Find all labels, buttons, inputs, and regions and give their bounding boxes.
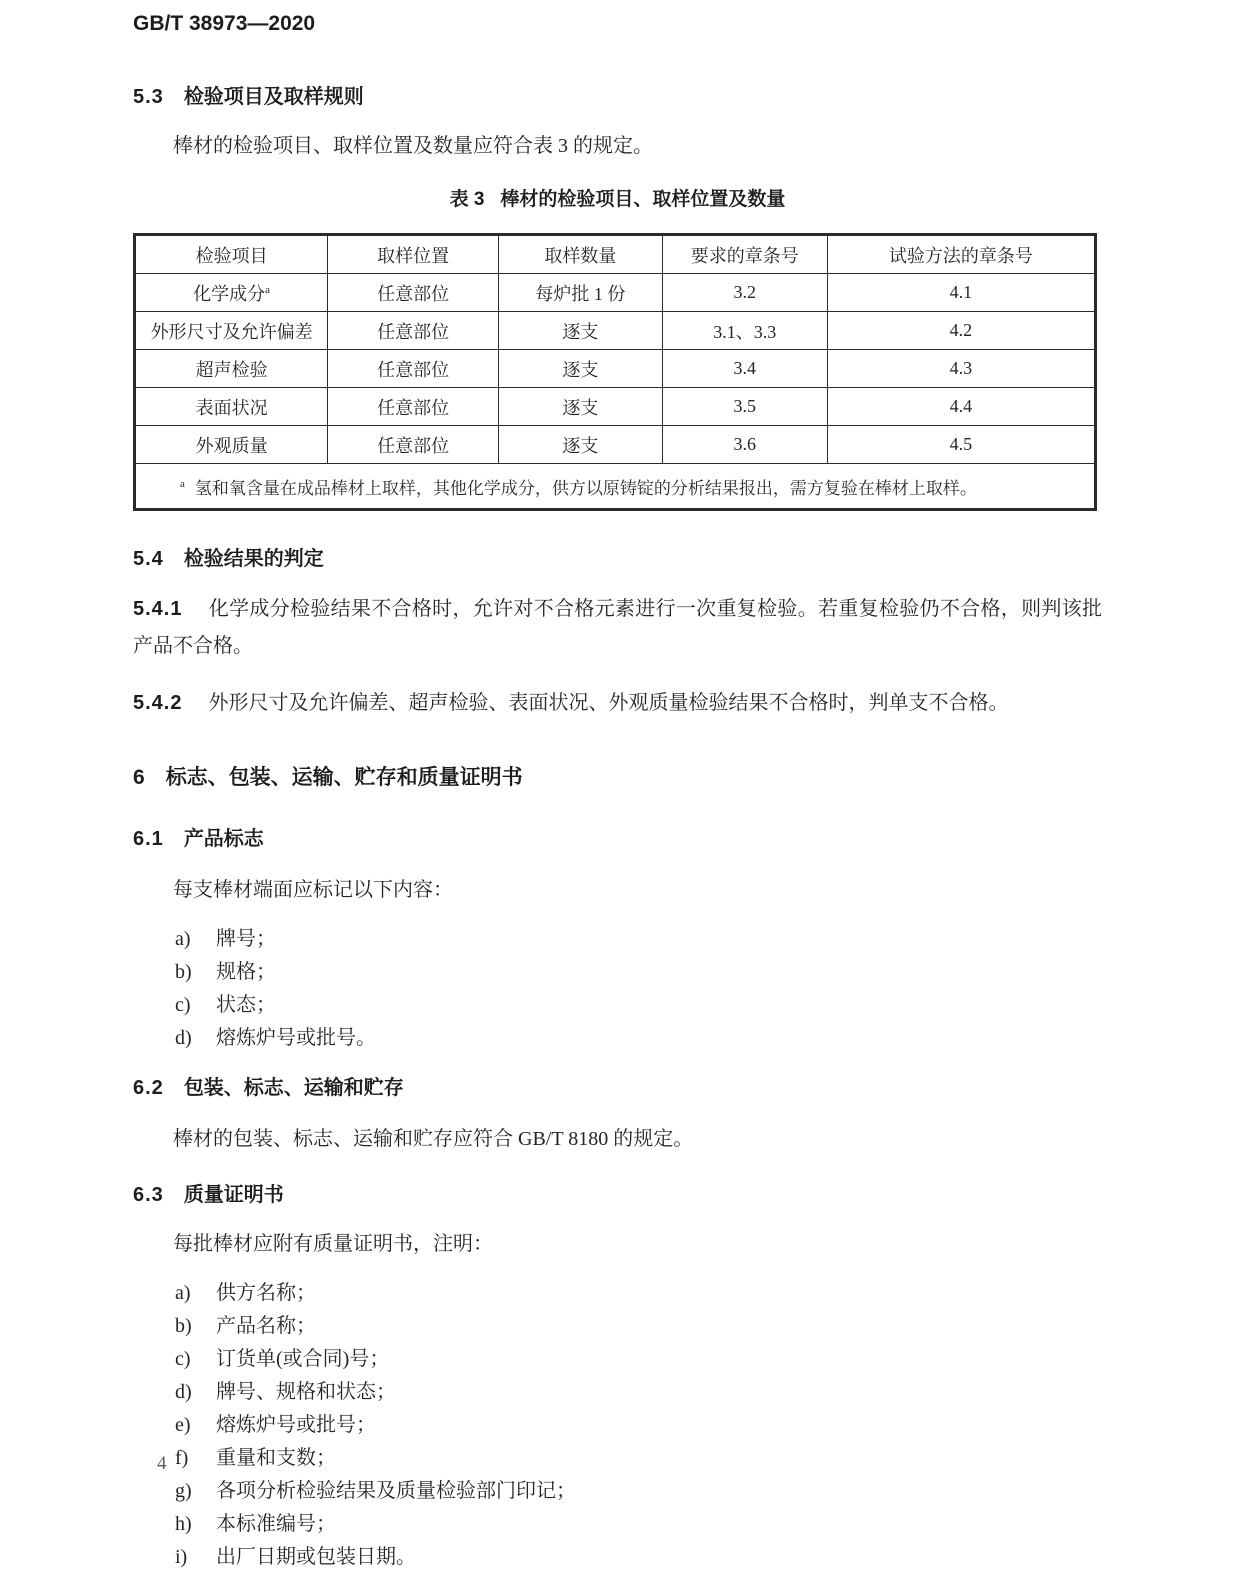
list-item-label: d) [175, 1027, 192, 1049]
cell-test-method: 4.4 [827, 388, 1095, 426]
cell-position: 任意部位 [328, 312, 499, 350]
section-title: 包装、标志、运输和贮存 [183, 1077, 404, 1099]
list-item-text: 规格； [216, 961, 276, 983]
footnote-marker-ref: a [265, 283, 271, 296]
list-item-text: 产品名称； [216, 1315, 316, 1337]
clause-5-4-1 [133, 591, 1102, 665]
section-heading-6-2 [133, 1076, 1102, 1100]
col-header-inspection-item: 检验项目 [135, 235, 328, 274]
cell-requirement: 3.1、3.3 [662, 312, 827, 350]
list-item [133, 1409, 1102, 1442]
section-number: 6.2 [133, 1077, 164, 1099]
section-number: 6.3 [133, 1184, 164, 1206]
table-row [135, 388, 1096, 426]
cell-item: 外观质量 [135, 426, 328, 464]
clause-text: 化学成分检验结果不合格时，允许对不合格元素进行一次重复检验。若重复检验仍不合格，则判该批产品不合格。 [133, 598, 1102, 657]
cell-position: 任意部位 [328, 350, 499, 388]
cell-item [135, 274, 328, 312]
list-item [133, 1541, 1102, 1574]
cell-item: 超声检验 [135, 350, 328, 388]
section-title: 检验结果的判定 [183, 548, 324, 570]
marking-items-list [133, 923, 1102, 1055]
section-heading-6-3 [133, 1183, 1102, 1207]
cell-test-method: 4.3 [827, 350, 1095, 388]
section-6-2-body: 棒材的包装、标志、运输和贮存应符合 GB/T 8180 的规定。 [173, 1128, 694, 1150]
list-item [133, 1475, 1102, 1508]
list-item-text: 订货单(或合同)号； [216, 1348, 390, 1370]
clause-5-4-2 [133, 685, 1102, 722]
section-5-3-intro: 棒材的检验项目、取样位置及数量应符合表 3 的规定。 [173, 135, 653, 157]
clause-number: 5.4.2 [133, 692, 183, 714]
col-header-requirement-clause: 要求的章条号 [662, 235, 827, 274]
certificate-items-list [133, 1277, 1102, 1574]
section-number: 5.4 [133, 548, 164, 570]
list-item [133, 1508, 1102, 1541]
list-item-text: 各项分析检验结果及质量检验部门印记； [216, 1480, 576, 1502]
list-item [133, 923, 1102, 956]
list-item-text: 重量和支数； [216, 1447, 336, 1469]
table-row [135, 274, 1096, 312]
list-item-label: g) [175, 1480, 192, 1502]
col-header-test-method-clause: 试验方法的章条号 [827, 235, 1095, 274]
list-item [133, 1022, 1102, 1055]
list-item-label: e) [175, 1414, 191, 1436]
list-item [133, 1310, 1102, 1343]
section-title: 标志、包装、运输、贮存和质量证明书 [165, 766, 523, 789]
section-heading-6-1 [133, 827, 1102, 851]
section-6-1-intro: 每支棒材端面应标记以下内容： [173, 879, 453, 901]
cell-quantity: 逐支 [499, 426, 662, 464]
list-item [133, 1442, 1102, 1475]
table-footnote-row [135, 464, 1096, 510]
cell-requirement: 3.6 [662, 426, 827, 464]
col-header-sampling-quantity: 取样数量 [499, 235, 662, 274]
cell-item: 外形尺寸及允许偏差 [135, 312, 328, 350]
section-number: 6 [133, 766, 146, 789]
section-number: 6.1 [133, 828, 164, 850]
list-item-label: c) [175, 994, 191, 1016]
page-number: 4 [157, 1453, 167, 1474]
footnote-marker: a [180, 477, 185, 490]
clause-text: 外形尺寸及允许偏差、超声检验、表面状况、外观质量检验结果不合格时，判单支不合格。 [208, 692, 1009, 714]
table-header-row [135, 235, 1096, 274]
cell-requirement: 3.5 [662, 388, 827, 426]
cell-item: 表面状况 [135, 388, 328, 426]
list-item [133, 989, 1102, 1022]
section-title: 产品标志 [183, 828, 264, 850]
list-item-text: 熔炼炉号或批号； [216, 1414, 376, 1436]
list-item [133, 956, 1102, 989]
list-item [133, 1277, 1102, 1310]
inspection-sampling-table [133, 233, 1097, 511]
cell-position: 任意部位 [328, 274, 499, 312]
cell-quantity: 逐支 [499, 312, 662, 350]
table-row [135, 350, 1096, 388]
list-item-text: 本标准编号； [216, 1513, 336, 1535]
cell-quantity: 逐支 [499, 350, 662, 388]
section-6-3-intro: 每批棒材应附有质量证明书，注明： [173, 1233, 493, 1255]
list-item-text: 牌号、规格和状态； [216, 1381, 396, 1403]
list-item-text: 熔炼炉号或批号。 [216, 1027, 376, 1049]
cell-position: 任意部位 [328, 388, 499, 426]
list-item-label: a) [175, 928, 191, 950]
list-item-label: b) [175, 1315, 192, 1337]
list-item-label: i) [175, 1546, 188, 1568]
cell-requirement: 3.4 [662, 350, 827, 388]
section-heading-5-3 [133, 85, 1102, 109]
table-row [135, 312, 1096, 350]
cell-requirement: 3.2 [662, 274, 827, 312]
cell-position: 任意部位 [328, 426, 499, 464]
list-item-label: f) [175, 1447, 189, 1469]
list-item-label: b) [175, 961, 192, 983]
col-header-sampling-position: 取样位置 [328, 235, 499, 274]
section-number: 5.3 [133, 86, 164, 108]
section-title: 质量证明书 [183, 1184, 284, 1206]
section-heading-5-4 [133, 547, 1102, 571]
list-item [133, 1343, 1102, 1376]
page-content [133, 0, 1102, 1574]
table-caption-label: 表 3 [449, 189, 485, 210]
list-item-label: h) [175, 1513, 192, 1535]
list-item-label: c) [175, 1348, 191, 1370]
section-heading-6 [133, 766, 1102, 790]
cell-test-method: 4.5 [827, 426, 1095, 464]
list-item-text: 牌号； [216, 928, 276, 950]
list-item-text: 出厂日期或包装日期。 [216, 1546, 416, 1568]
cell-test-method: 4.2 [827, 312, 1095, 350]
table-caption-title: 棒材的检验项目、取样位置及数量 [500, 189, 786, 210]
clause-number: 5.4.1 [133, 598, 183, 620]
list-item [133, 1376, 1102, 1409]
list-item-text: 状态； [216, 994, 276, 1016]
table-row [135, 426, 1096, 464]
cell-test-method: 4.1 [827, 274, 1095, 312]
footnote-text: 氢和氧含量在成品棒材上取样，其他化学成分，供方以原铸锭的分析结果报出，需方复验在棒材上取样。 [194, 478, 977, 498]
list-item-label: a) [175, 1282, 191, 1304]
section-title: 检验项目及取样规则 [183, 86, 364, 108]
cell-quantity: 每炉批 1 份 [499, 274, 662, 312]
table-footnote [135, 464, 1096, 510]
table-caption [133, 188, 1102, 211]
cell-quantity: 逐支 [499, 388, 662, 426]
standard-number: GB/T 38973—2020 [133, 12, 316, 35]
list-item-text: 供方名称； [216, 1282, 316, 1304]
cell-item-text: 化学成分 [193, 283, 266, 304]
list-item-label: d) [175, 1381, 192, 1403]
standard-number-header [133, 0, 1102, 36]
